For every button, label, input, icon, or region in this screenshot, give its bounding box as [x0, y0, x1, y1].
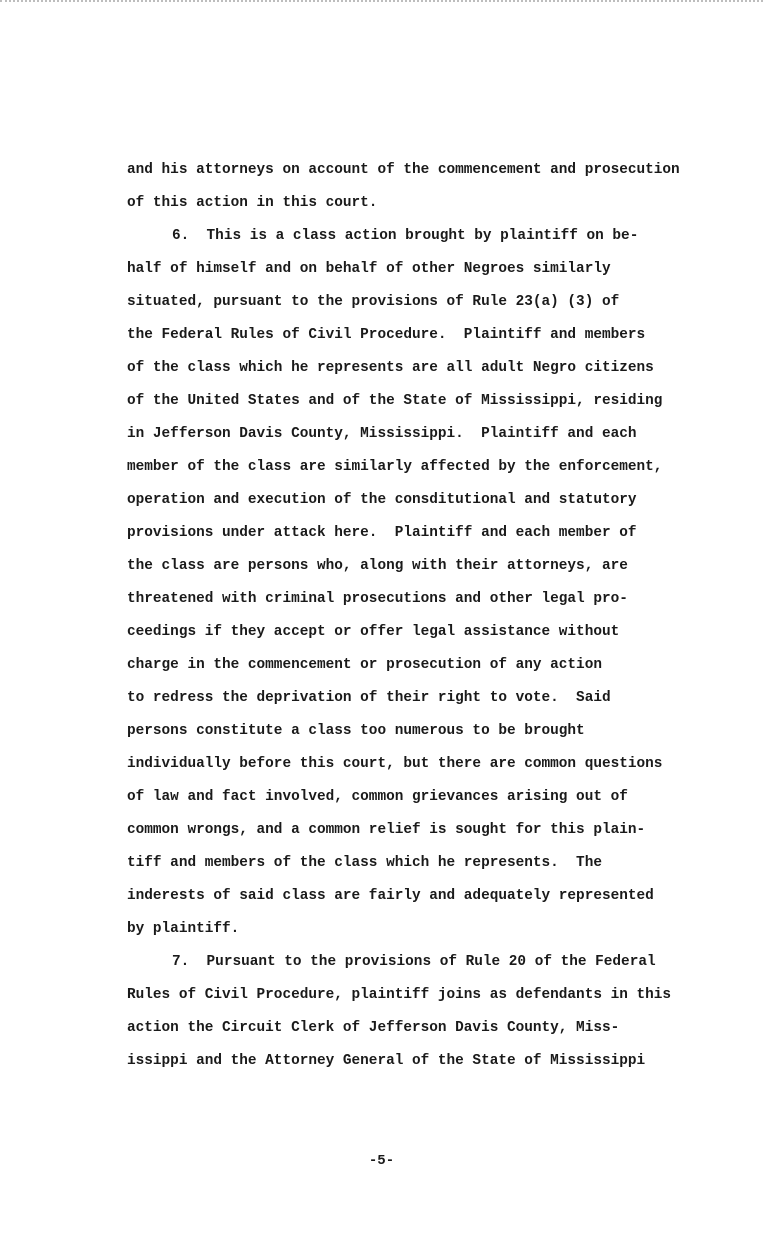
- text-line: the Federal Rules of Civil Procedure. Plaintiff and members: [127, 327, 646, 343]
- text-line: to redress the deprivation of their right to vote. Said: [127, 690, 611, 706]
- text-line: by plaintiff.: [127, 921, 240, 937]
- text-line: operation and execution of the consditutional and statutory: [127, 492, 637, 508]
- text-line: inderests of said class are fairly and adequately represented: [127, 888, 654, 904]
- text-line: of the class which he represents are all adult Negro citizens: [127, 360, 654, 376]
- text-line: Rules of Civil Procedure, plaintiff joins as defendants in this: [127, 987, 672, 1003]
- text-line: of law and fact involved, common grievances arising out of: [127, 789, 628, 805]
- paragraph-7-first-line: 7. Pursuant to the provisions of Rule 20 of the Federal: [172, 954, 656, 970]
- text-line: charge in the commencement or prosecution of any action: [127, 657, 602, 673]
- text-line: provisions under attack here. Plaintiff and each member of: [127, 525, 637, 541]
- text-line: the class are persons who, along with their attorneys, are: [127, 558, 628, 574]
- text-line: of the United States and of the State of Mississippi, residing: [127, 393, 663, 409]
- text-line: situated, pursuant to the provisions of Rule 23(a) (3) of: [127, 294, 620, 310]
- text-line: ceedings if they accept or offer legal assistance without: [127, 624, 620, 640]
- page-number: -5-: [368, 1153, 395, 1169]
- text-line: half of himself and on behalf of other Negroes similarly: [127, 261, 611, 277]
- text-line: action the Circuit Clerk of Jefferson Davis County, Miss-: [127, 1020, 620, 1036]
- text-line: threatened with criminal prosecutions and other legal pro-: [127, 591, 628, 607]
- text-line: individually before this court, but there are common questions: [127, 756, 663, 772]
- text-line: tiff and members of the class which he represents. The: [127, 855, 602, 871]
- text-line: and his attorneys on account of the commencement and prosecution: [127, 162, 680, 178]
- text-line: in Jefferson Davis County, Mississippi. Plaintiff and each: [127, 426, 637, 442]
- text-line: persons constitute a class too numerous to be brought: [127, 723, 585, 739]
- body-text: [127, 154, 717, 1078]
- text-line: common wrongs, and a common relief is sought for this plain-: [127, 822, 646, 838]
- text-line: member of the class are similarly affected by the enforcement,: [127, 459, 663, 475]
- text-line: of this action in this court.: [127, 195, 378, 211]
- paragraph-6-first-line: 6. This is a class action brought by plaintiff on be-: [172, 228, 639, 244]
- text-line: issippi and the Attorney General of the State of Mississippi: [127, 1053, 646, 1069]
